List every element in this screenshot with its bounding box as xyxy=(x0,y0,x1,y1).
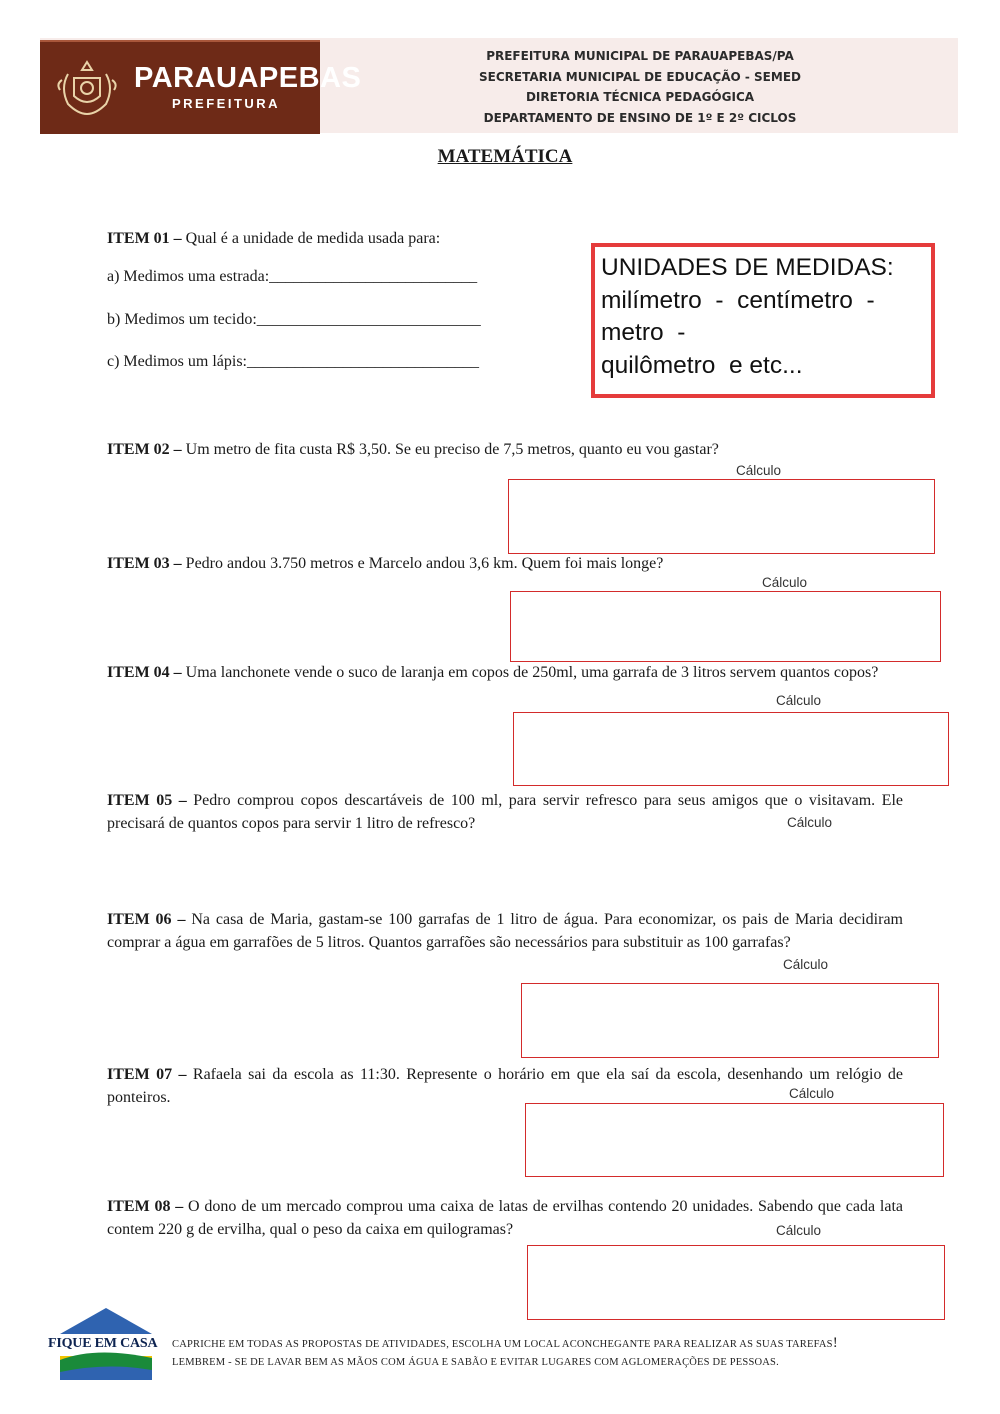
calc-box-03[interactable] xyxy=(510,591,941,662)
header-line-4: DEPARTAMENTO DE ENSINO DE 1º E 2º CICLOS xyxy=(483,110,797,125)
calc-label: Cálculo xyxy=(787,815,833,830)
item-01-c[interactable]: c) Medimos um lápis:_____________________________ xyxy=(107,353,479,370)
footer-line-1-text: CAPRICHE EM TODAS AS PROPOSTAS DE ATIVIDADES, ESCOLHA UM LOCAL ACONCHEGANTE PARA REALIZAR AS SUAS TAREFAS xyxy=(172,1339,833,1350)
item-label: ITEM 02 – xyxy=(107,441,182,458)
item-label: ITEM 08 – xyxy=(107,1198,184,1215)
item-text: Na casa de Maria, gastam-se 100 garrafas de 1 litro de água. Para economizar, os pais de Maria decidiram comprar a água em garrafões de 5 litros. Quantos garrafões são necessários para substituir as 100 garrafas? xyxy=(107,911,904,951)
footer-line-1 xyxy=(172,1334,838,1354)
item-04-question xyxy=(107,661,903,684)
item-01-b[interactable]: b) Medimos um tecido:____________________________ xyxy=(107,311,481,328)
item-03-question xyxy=(107,552,903,575)
coat-of-arms-icon xyxy=(54,54,120,120)
calc-box-07[interactable] xyxy=(525,1103,944,1177)
calc-label: Cálculo xyxy=(762,575,808,590)
item-text: Qual é a unidade de medida usada para: xyxy=(181,230,441,247)
units-line: quilômetro e etc... xyxy=(601,351,803,379)
units-line: milímetro - centímetro - xyxy=(601,286,875,314)
calc-label: Cálculo xyxy=(736,463,782,478)
item-05-question xyxy=(107,789,903,835)
calc-label: Cálculo xyxy=(783,957,829,972)
units-line: UNIDADES DE MEDIDAS: xyxy=(601,254,894,281)
footer-line-1-end: ! xyxy=(832,1335,838,1351)
units-info-box xyxy=(591,243,935,398)
item-text: Rafaela sai da escola as 11:30. Represente o horário em que ela saí da escola, desenhando um relógio de ponteiros. xyxy=(107,1066,904,1106)
item-label: ITEM 01 – xyxy=(107,230,182,247)
calc-box-02[interactable] xyxy=(508,479,935,554)
calc-box-06[interactable] xyxy=(521,983,939,1058)
item-label: ITEM 07 – xyxy=(107,1066,187,1083)
logo-subtitle: PREFEITURA xyxy=(172,96,281,111)
calc-label: Cálculo xyxy=(789,1086,835,1101)
calc-label: Cálculo xyxy=(776,1223,822,1238)
item-02-question xyxy=(107,438,903,461)
page-title: MATEMÁTICA xyxy=(437,146,573,167)
footer-message xyxy=(172,1334,838,1372)
header-line-2: SECRETARIA MUNICIPAL DE EDUCAÇÃO - SEMED xyxy=(479,69,801,84)
item-label: ITEM 06 – xyxy=(107,911,186,928)
units-line: metro - xyxy=(601,319,686,346)
header-line-1: PREFEITURA MUNICIPAL DE PARAUAPEBAS/PA xyxy=(486,49,794,63)
calc-box-04[interactable] xyxy=(513,712,949,786)
header-line-3: DIRETORIA TÉCNICA PEDAGÓGICA xyxy=(525,90,755,104)
item-label: ITEM 04 – xyxy=(107,664,182,681)
item-text: Uma lanchonete vende o suco de laranja em copos de 250ml, uma garrafa de 3 litros servem quantos copos? xyxy=(181,664,879,681)
stay-home-label: FIQUE EM CASA xyxy=(48,1336,158,1351)
logo-name: PARAUAPEBAS xyxy=(134,62,362,94)
item-01-a[interactable]: a) Medimos uma estrada:__________________________ xyxy=(107,268,478,285)
item-text: Pedro andou 3.750 metros e Marcelo andou 3,6 km. Quem foi mais longe? xyxy=(181,555,664,572)
item-label: ITEM 03 – xyxy=(107,555,182,572)
item-text: Um metro de fita custa R$ 3,50. Se eu preciso de 7,5 metros, quanto eu vou gastar? xyxy=(181,441,719,458)
footer-line-2: LEMBREM - SE DE LAVAR BEM AS MÃOS COM ÁGUA E SABÃO E EVITAR LUGARES COM AGLOMERAÇÕES DE PESSOAS. xyxy=(172,1357,779,1368)
item-text: Pedro comprou copos descartáveis de 100 ml, para servir refresco para seus amigos que o visitavam. Ele precisará de quantos copos para servir 1 litro de refresco? xyxy=(107,792,903,832)
calc-label: Cálculo xyxy=(776,693,822,708)
item-06-question xyxy=(107,908,903,954)
header-institution xyxy=(330,46,950,128)
item-text: O dono de um mercado comprou uma caixa de latas de ervilhas contendo 20 unidades. Sabendo que cada lata contem 220 g de ervilha, qual o peso da caixa em quilogramas? xyxy=(107,1198,903,1238)
item-label: ITEM 05 – xyxy=(107,792,187,809)
calc-box-08[interactable] xyxy=(527,1245,945,1320)
